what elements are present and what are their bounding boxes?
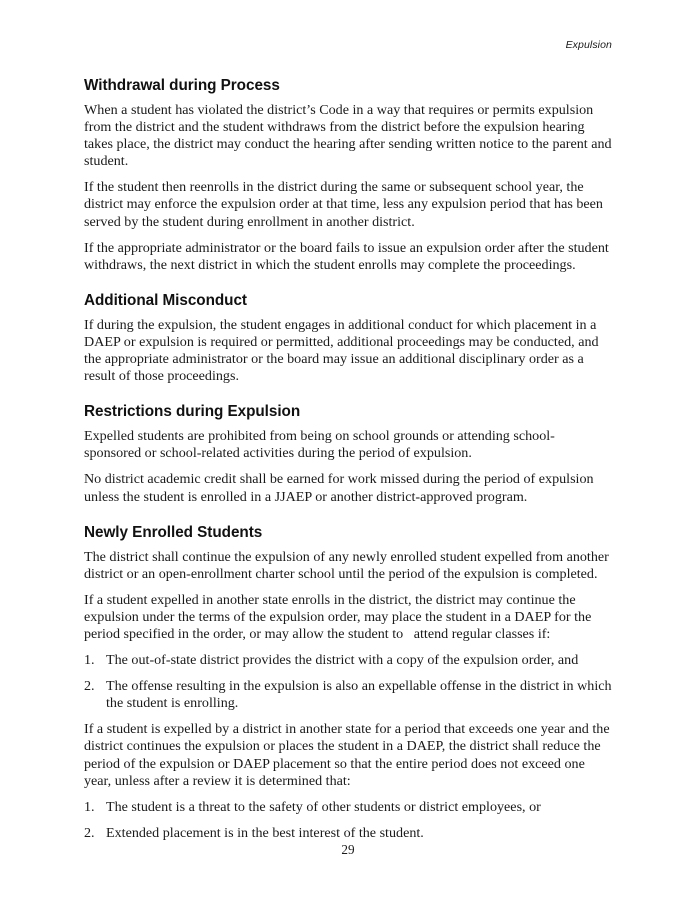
numbered-list-review-determinations: [84, 799, 612, 842]
paragraph: If the appropriate administrator or the board fails to issue an expulsion order after the student withdraws, the next district in which the student enrolls may complete the proceedings.: [84, 239, 613, 273]
paragraph: The district shall continue the expulsion of any newly enrolled student expelled from another district or an open-enrollment charter school until the period of the expulsion is completed.: [84, 548, 613, 582]
section-heading-withdrawal-during-process: Withdrawal during Process: [84, 77, 280, 94]
list-item: [84, 678, 612, 712]
section-heading-restrictions-during-expulsion: Restrictions during Expulsion: [84, 403, 301, 421]
running-header: Expulsion: [565, 39, 612, 51]
list-item: [84, 652, 612, 669]
list-item-text: The student is a threat to the safety of other students or district employees, or: [106, 798, 541, 815]
paragraph: When a student has violated the district’s Code in a way that requires or permits expulsion from the district and the student withdraws from the district before the expulsion hearing takes place, the district may conduct the hearing after sending written notice to the parent and student.: [84, 102, 616, 170]
paragraph: If during the expulsion, the student engages in additional conduct for which placement in a DAEP or expulsion is required or permitted, additional proceedings may be conducted, and the appropriate administrator or the board may issue an additional disciplinary order as a result of those proceedings.: [84, 316, 603, 385]
paragraph: Expelled students are prohibited from being on school grounds or attending school-sponsored or school-related activities during the period of expulsion.: [84, 428, 555, 462]
list-item-marker: 1.: [84, 652, 95, 669]
list-item-text: Extended placement is in the best interest of the student.: [106, 824, 424, 841]
paragraph: If a student is expelled by a district in another state for a period that exceeds one year and the district continues the expulsion or places the student in a DAEP, the district shall reduce the period of the expulsion or DAEP placement so that the entire period does not exceed one year, unless after a review it is determined that:: [84, 721, 614, 789]
paragraph: No district academic credit shall be earned for work missed during the period of expulsion unless the student is enrolled in a JJAEP or another district-approved program.: [84, 471, 598, 505]
paragraph: If the student then reenrolls in the district during the same or subsequent school year, the district may enforce the expulsion order at that time, less any expulsion period that has been served by the student during enrollment in another district.: [84, 179, 607, 230]
list-item-marker: 2.: [84, 678, 95, 695]
document-body: [84, 76, 616, 842]
paragraph: If a student expelled in another state enrolls in the district, the district may continue the expulsion under the terms of the expulsion order, may place the student in a DAEP for the period specified in the order, or may allow the student to attend regular classes if:: [84, 591, 595, 642]
section-heading-newly-enrolled-students: Newly Enrolled Students: [84, 523, 263, 541]
section-heading-additional-misconduct: Additional Misconduct: [84, 291, 247, 309]
page-number: 29: [341, 842, 355, 857]
list-item: [84, 825, 612, 842]
numbered-list-enrollment-conditions: [84, 652, 612, 712]
list-item-text: The offense resulting in the expulsion is also an expellable offense in the district in which the student is enrolling.: [106, 678, 612, 712]
list-item-text: The out-of-state district provides the district with a copy of the expulsion order, and: [106, 652, 579, 669]
list-item-marker: 2.: [84, 824, 95, 841]
list-item: [84, 799, 612, 816]
list-item-marker: 1.: [84, 798, 95, 815]
